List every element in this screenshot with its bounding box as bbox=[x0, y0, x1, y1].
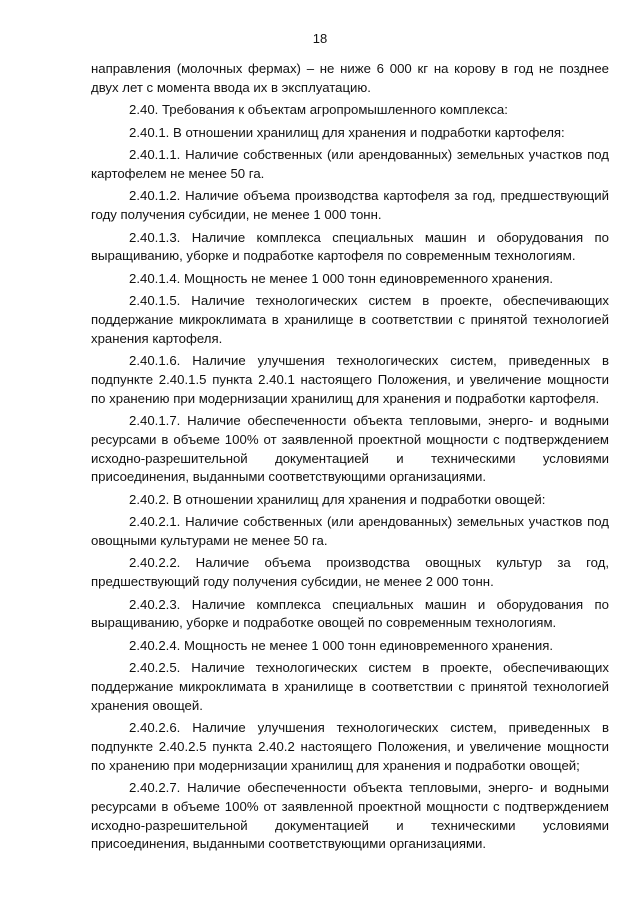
paragraph-2-40-2-1: 2.40.2.1. Наличие собственных (или арендованных) земельных участков под овощными культурами не менее 50 га. bbox=[91, 514, 609, 548]
paragraph-2-40-2-4: 2.40.2.4. Мощность не менее 1 000 тонн единовременного хранения. bbox=[129, 637, 554, 653]
paragraph-2-40-1-6: 2.40.1.6. Наличие улучшения технологических систем, приведенных в подпункте 2.40.1.5 пункта 2.40.1 настоящего Положения, и увеличение мощности по хранению при модернизации хранилищ для хранения и подработки картофеля. bbox=[91, 353, 609, 406]
paragraph-2-40-1-2: 2.40.1.2. Наличие объема производства картофеля за год, предшествующий году получения субсидии, не менее 1 000 тонн. bbox=[91, 188, 609, 223]
paragraph-2-40-2: 2.40.2. В отношении хранилищ для хранения и подработки овощей: bbox=[129, 491, 546, 507]
paragraph-continuation: направления (молочных фермах) – не ниже 6 000 кг на корову в год не позднее двух лет с момента ввода их в эксплуатацию. bbox=[91, 61, 609, 95]
paragraph-2-40-2-3: 2.40.2.3. Наличие комплекса специальных машин и оборудования по выращиванию, уборке и подработке овощей по современным технологиям. bbox=[91, 596, 609, 631]
paragraph-2-40-1-4: 2.40.1.4. Мощность не менее 1 000 тонн единовременного хранения. bbox=[129, 270, 554, 286]
document-body bbox=[91, 60, 609, 858]
paragraph-2-40-1-7: 2.40.1.7. Наличие обеспеченности объекта тепловыми, энерго- и водными ресурсами в объеме 100% от заявленной проектной мощности с подтверждением исходно-разрешительной документацией и техническими условиями присоединения, выданными соответствующими организациями. bbox=[91, 413, 609, 485]
paragraph-2-40-1-1: 2.40.1.1. Наличие собственных (или арендованных) земельных участков под картофелем не менее 50 га. bbox=[91, 147, 609, 181]
page-number: 18 bbox=[312, 31, 328, 46]
paragraph-2-40-2-5: 2.40.2.5. Наличие технологических систем в проекте, обеспечивающих поддержание микроклимата в хранилище в соответствии с принятой технологией хранения овощей. bbox=[91, 660, 609, 713]
paragraph-2-40: 2.40. Требования к объектам агропромышленного комплекса: bbox=[129, 102, 508, 118]
paragraph-2-40-1-3: 2.40.1.3. Наличие комплекса специальных машин и оборудования по выращиванию, уборке и подработке картофеля по современным технологиям. bbox=[91, 229, 609, 264]
paragraph-2-40-1: 2.40.1. В отношении хранилищ для хранения и подработки картофеля: bbox=[129, 124, 565, 140]
paragraph-2-40-2-6: 2.40.2.6. Наличие улучшения технологических систем, приведенных в подпункте 2.40.2.5 пункта 2.40.2 настоящего Положения, и увеличение мощности по хранению при модернизации хранилищ для хранения и подработки овощей; bbox=[91, 720, 609, 773]
paragraph-2-40-2-7: 2.40.2.7. Наличие обеспеченности объекта тепловыми, энерго- и водными ресурсами в объеме 100% от заявленной проектной мощности с подтверждением исходно-разрешительной документацией и техническими условиями присоединения, выданными соответствующими организациями. bbox=[91, 780, 609, 852]
paragraph-2-40-2-2: 2.40.2.2. Наличие объема производства овощных культур за год, предшествующий году получения субсидии, не менее 2 000 тонн. bbox=[91, 555, 609, 590]
paragraph-2-40-1-5: 2.40.1.5. Наличие технологических систем в проекте, обеспечивающих поддержание микроклимата в хранилище в соответствии с принятой технологией хранения картофеля. bbox=[91, 293, 609, 346]
